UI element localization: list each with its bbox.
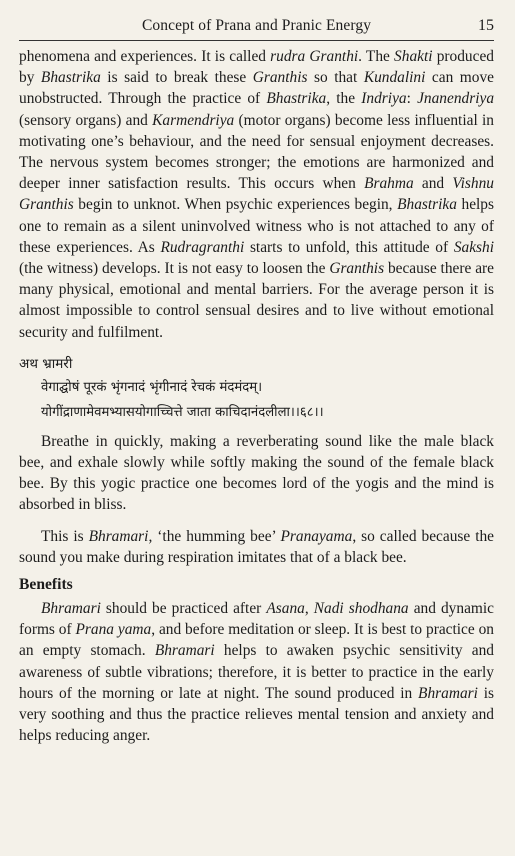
chapter-title: Concept of Prana and Pranic Energy <box>141 17 372 34</box>
italic-term: Bhramari <box>154 642 215 660</box>
italic-term: Shakti <box>394 48 433 65</box>
italic-term: Prana yama <box>75 621 152 639</box>
italic-term: rudra Granthi <box>270 48 359 65</box>
italic-term: Granthis <box>252 69 308 87</box>
verse-line-1: वेगाद्घोषं पूरकं भृंगनादं भृंगीनादं रेचकं मंदमंदम्। <box>41 379 263 395</box>
paragraph-benefits: Bhramari should be practiced after Asana, Nadi shodhana and dynamic forms of Prana yama, and before meditation or sleep. It is best to practice on an empty stomach. Bhramari helps to awaken psychic sensitivity and awareness of subtle vibrations; therefore, it is better to practice in the early hours of the morning or late at night. The sound produced in Bhramari is very soothing and thus the practice relieves mental tension and anxiety and helps reducing anger. <box>19 600 494 745</box>
verse-line-2: योगींद्राणामेवमभ्यासयोगाच्चित्ते जाता काचिदानंदलीला।।६८।। <box>41 404 324 420</box>
running-header <box>19 17 494 39</box>
paragraph-bhramari: This is Bhramari, ‘the humming bee’ Pranayama, so called because the sound you make during respiration imitates that of a black bee. <box>19 527 494 566</box>
italic-term: Vishnu Granthis <box>19 175 494 214</box>
italic-term: Pranayama <box>280 527 353 545</box>
benefits-heading: Benefits <box>19 576 73 594</box>
italic-term: Nadi shodhana <box>313 600 409 618</box>
page-number: 15 <box>478 17 494 34</box>
italic-term: Asana <box>266 600 305 618</box>
italic-term: Kundalini <box>363 69 426 87</box>
italic-term: Karmendriya <box>152 111 235 129</box>
italic-term: Bhastrika <box>266 90 327 108</box>
page-body <box>19 46 494 746</box>
italic-term: Rudragranthi <box>160 238 245 256</box>
italic-term: Sakshi <box>453 238 494 256</box>
italic-term: Jnanendriya <box>417 90 495 108</box>
italic-term: Indriya <box>361 90 407 108</box>
paragraph-translation: Breathe in quickly, making a reverberating sound like the male black bee, and exhale slowly while softly making the sound of the female black bee. By this yogic practice one becomes lord of the yogis and the mind is absorbed in bliss. <box>19 432 494 514</box>
italic-term: Bhramari <box>41 600 101 618</box>
italic-term: Bhramari, <box>88 527 153 545</box>
italic-term: Bhastrika <box>40 69 101 87</box>
italic-term: Bhramari <box>418 684 478 702</box>
sanskrit-heading: अथ भ्रामरी <box>19 355 73 372</box>
paragraph-granthis: phenomena and experiences. It is called rudra Granthi. The Shakti produced by Bhastrika is said to break these Granthis so that Kundalini can move unobstructed. Through the practice of Bhastrika, the Indriya: Jnanendriya (sensory organs) and Karmendriya (motor organs) become less influential in motivating one’s behaviour, and the need for sensual enjoyment decreases. The nervous system becomes stronger; the emotions are harmonized and deeper inner satisfaction results. This occurs when Brahma and Vishnu Granthis begin to unknot. When psychic experiences begin, Bhastrika helps one to remain as a silent uninvolved witness who is not attached to any of these experiences. As Rudragranthi starts to unfold, this attitude of Sakshi (the witness) develops. It is not easy to loosen the Granthis because there are many physical, emotional and mental barriers. For the average person it is almost impossible to control sensual desires and to live without emotional security and fulfilment. <box>19 48 495 341</box>
italic-term: Bhastrika <box>397 196 457 214</box>
italic-term: Granthis <box>329 260 385 278</box>
italic-term: Brahma <box>364 175 414 193</box>
header-rule <box>19 40 494 41</box>
